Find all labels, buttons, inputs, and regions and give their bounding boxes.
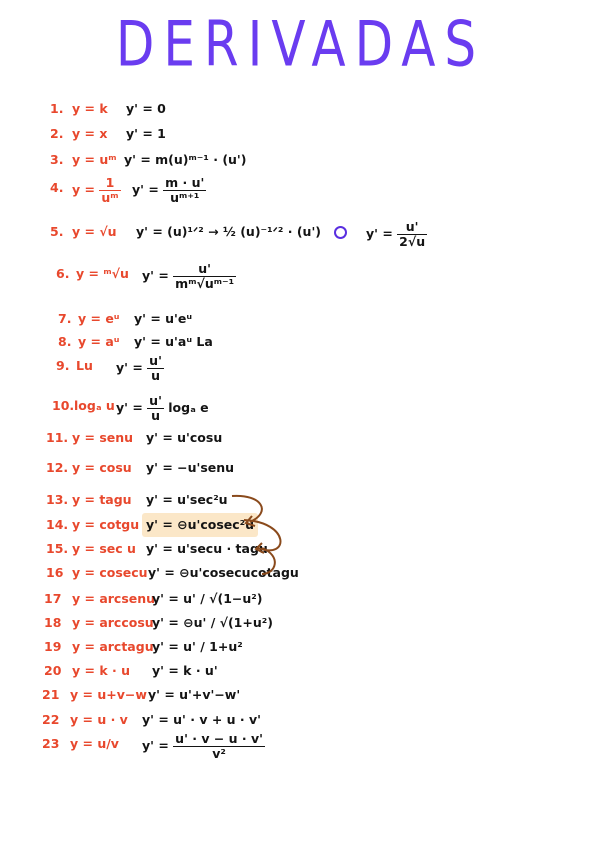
rule-number: 13. [46,492,69,507]
derivative-numerator: u' [405,219,419,234]
derivative-fraction [173,262,236,291]
rule-derivative: y' = u'secu · tagu [146,541,268,556]
rule-function: y = senu [72,430,134,445]
derivative-prefix: y' = [132,182,159,197]
rule-function: y = ᵐ√u [76,266,129,281]
derivative-fraction [163,176,206,205]
rule-row-3 [0,148,601,172]
rule-number: 14. [46,517,69,532]
rule-function: y = u · v [70,712,128,727]
rule-row-22 [0,708,601,732]
page-title: DERIVADAS [115,8,486,81]
rule-number: 15. [46,541,69,556]
rule-function: y = k · u [72,663,130,678]
rule-derivative: y' = ⊖u'cosec²u [142,513,258,537]
rule-derivative: y' = (u)¹ᐟ² → ½ (u)⁻¹ᐟ² · (u') [136,224,321,239]
rule-derivative: y' = k · u' [152,663,218,678]
rule-function: y = x [72,126,108,141]
rule-derivative: y' = u'cosu [146,430,223,445]
rule-function: y = cosecu [72,565,148,580]
rule-derivative: y' = u'sec²u [146,492,228,507]
derivative-numerator: u' [198,261,211,276]
rule-function: y = tagu [72,492,132,507]
rule-number: 9. [56,358,70,373]
rule-number: 22 [42,712,60,727]
rule-number: 8. [58,334,72,349]
rule-function: y = uᵐ [72,152,117,167]
function-prefix: y = [72,182,95,197]
rule-row-13 [0,488,601,512]
rule-derivative [132,176,206,205]
rule-number: 12. [46,460,69,475]
rule-number: 1. [50,101,64,116]
rule-row-1 [0,97,601,121]
derivative-prefix: y' = [116,400,143,415]
rule-derivative [116,354,164,383]
function-numerator: 1 [105,175,115,190]
rule-row-21 [0,683,601,707]
rule-function: y = u+v−w [70,687,147,702]
rule-row-19 [0,635,601,659]
rule-number: 23 [42,736,60,751]
rule-number: 18 [44,615,62,630]
rule-function: y = aᵘ [78,334,120,349]
rule-row-14 [0,513,601,537]
rule-derivative [142,732,265,761]
rule-derivative [142,262,236,291]
rule-function: y = √u [72,224,117,239]
rule-row-12 [0,456,601,480]
derivative-prefix: y' = [366,226,393,241]
rule-row-20 [0,659,601,683]
rule-row-2 [0,122,601,146]
derivative-prefix: y' = [116,360,143,375]
rule-function [72,176,121,205]
rule-derivative: y' = 1 [126,126,166,141]
derivative-prefix: y' = [142,268,169,283]
rule-function: y = eᵘ [78,311,120,326]
rule-derivative: y' = u'+v'−w' [148,687,241,702]
rule-derivative: y' = u' / 1+u² [152,639,243,654]
rule-number: 21 [42,687,60,702]
derivative-fraction [147,354,164,383]
rule-derivative: y' = u'aᵘ La [134,334,213,349]
rule-row-7 [0,307,601,331]
rule-derivative [116,394,209,423]
derivative-denominator: u [147,408,164,423]
derivative-numerator: u' [149,353,162,368]
rule-function: y = arcsenu [72,591,156,606]
derivative-denominator: u [147,368,164,383]
rule-row-8 [0,330,601,354]
derivative-numerator: u' · v − u · v' [175,731,264,746]
rule-number: 19 [44,639,62,654]
rule-derivative: y' = ⊖u'cosecucotagu [148,565,299,580]
derivative-numerator: m · u' [165,175,205,190]
rule-row-17 [0,587,601,611]
rule-function: y = sec u [72,541,136,556]
derivative-denominator: v² [173,746,265,761]
rule-number: 2. [50,126,64,141]
rule-number: 20 [44,663,62,678]
rule-function: logₐ u [74,398,115,413]
rule-number: 7. [58,311,72,326]
derivative-denominator: 2√u [399,234,426,249]
rule-derivative: y' = ⊖u' / √(1+u²) [152,615,273,630]
rule-row-23 [0,732,601,772]
derivative-prefix: y' = [142,738,169,753]
rule-derivative: y' = u' · v + u · v' [142,712,261,727]
rule-number: 17 [44,591,62,606]
bullet-circle-icon [334,226,347,239]
rule-row-15 [0,537,601,561]
rule-row-4 [0,176,601,212]
rule-number: 6. [56,266,70,281]
rule-function: y = k [72,101,108,116]
rule-number: 4. [50,180,64,195]
rule-derivative: y' = u' / √(1−u²) [152,591,263,606]
derivative-fraction [397,220,427,249]
rule-row-10 [0,394,601,430]
rule-function: y = cotgu [72,517,140,532]
rule-number: 3. [50,152,64,167]
rule-number: 5. [50,224,64,239]
rule-row-6 [0,262,601,298]
rule-derivative: y' = m(u)ᵐ⁻¹ · (u') [124,152,247,167]
derivative-fraction [173,732,265,761]
derivative-denominator: mᵐ√uᵐ⁻¹ [175,276,235,291]
rule-row-18 [0,611,601,635]
rule-row-16 [0,561,601,585]
rule-row-11 [0,426,601,450]
derivative-suffix: logₐ e [168,400,209,415]
rule-function: y = u/v [70,736,119,751]
rule-number: 16 [46,565,64,580]
derivative-numerator: u' [149,393,162,408]
rule-function: y = arctagu [72,639,154,654]
rule-derivative: y' = −u'senu [146,460,235,475]
rule-row-9 [0,354,601,390]
derivative-fraction [147,394,164,423]
rule-derivative: y' = 0 [126,101,166,116]
rule-function: y = arccosu [72,615,154,630]
rule-row-5 [0,220,601,256]
derivative-denominator: uᵐ⁺¹ [163,190,206,205]
rule-number: 10. [52,398,75,413]
function-fraction [99,176,120,205]
rule-function: Lu [76,358,93,373]
rule-derivative: y' = u'eᵘ [134,311,193,326]
rule-derivative-alt [366,220,427,249]
rule-number: 11. [46,430,69,445]
function-denominator: uᵐ [101,190,119,205]
rule-function: y = cosu [72,460,132,475]
